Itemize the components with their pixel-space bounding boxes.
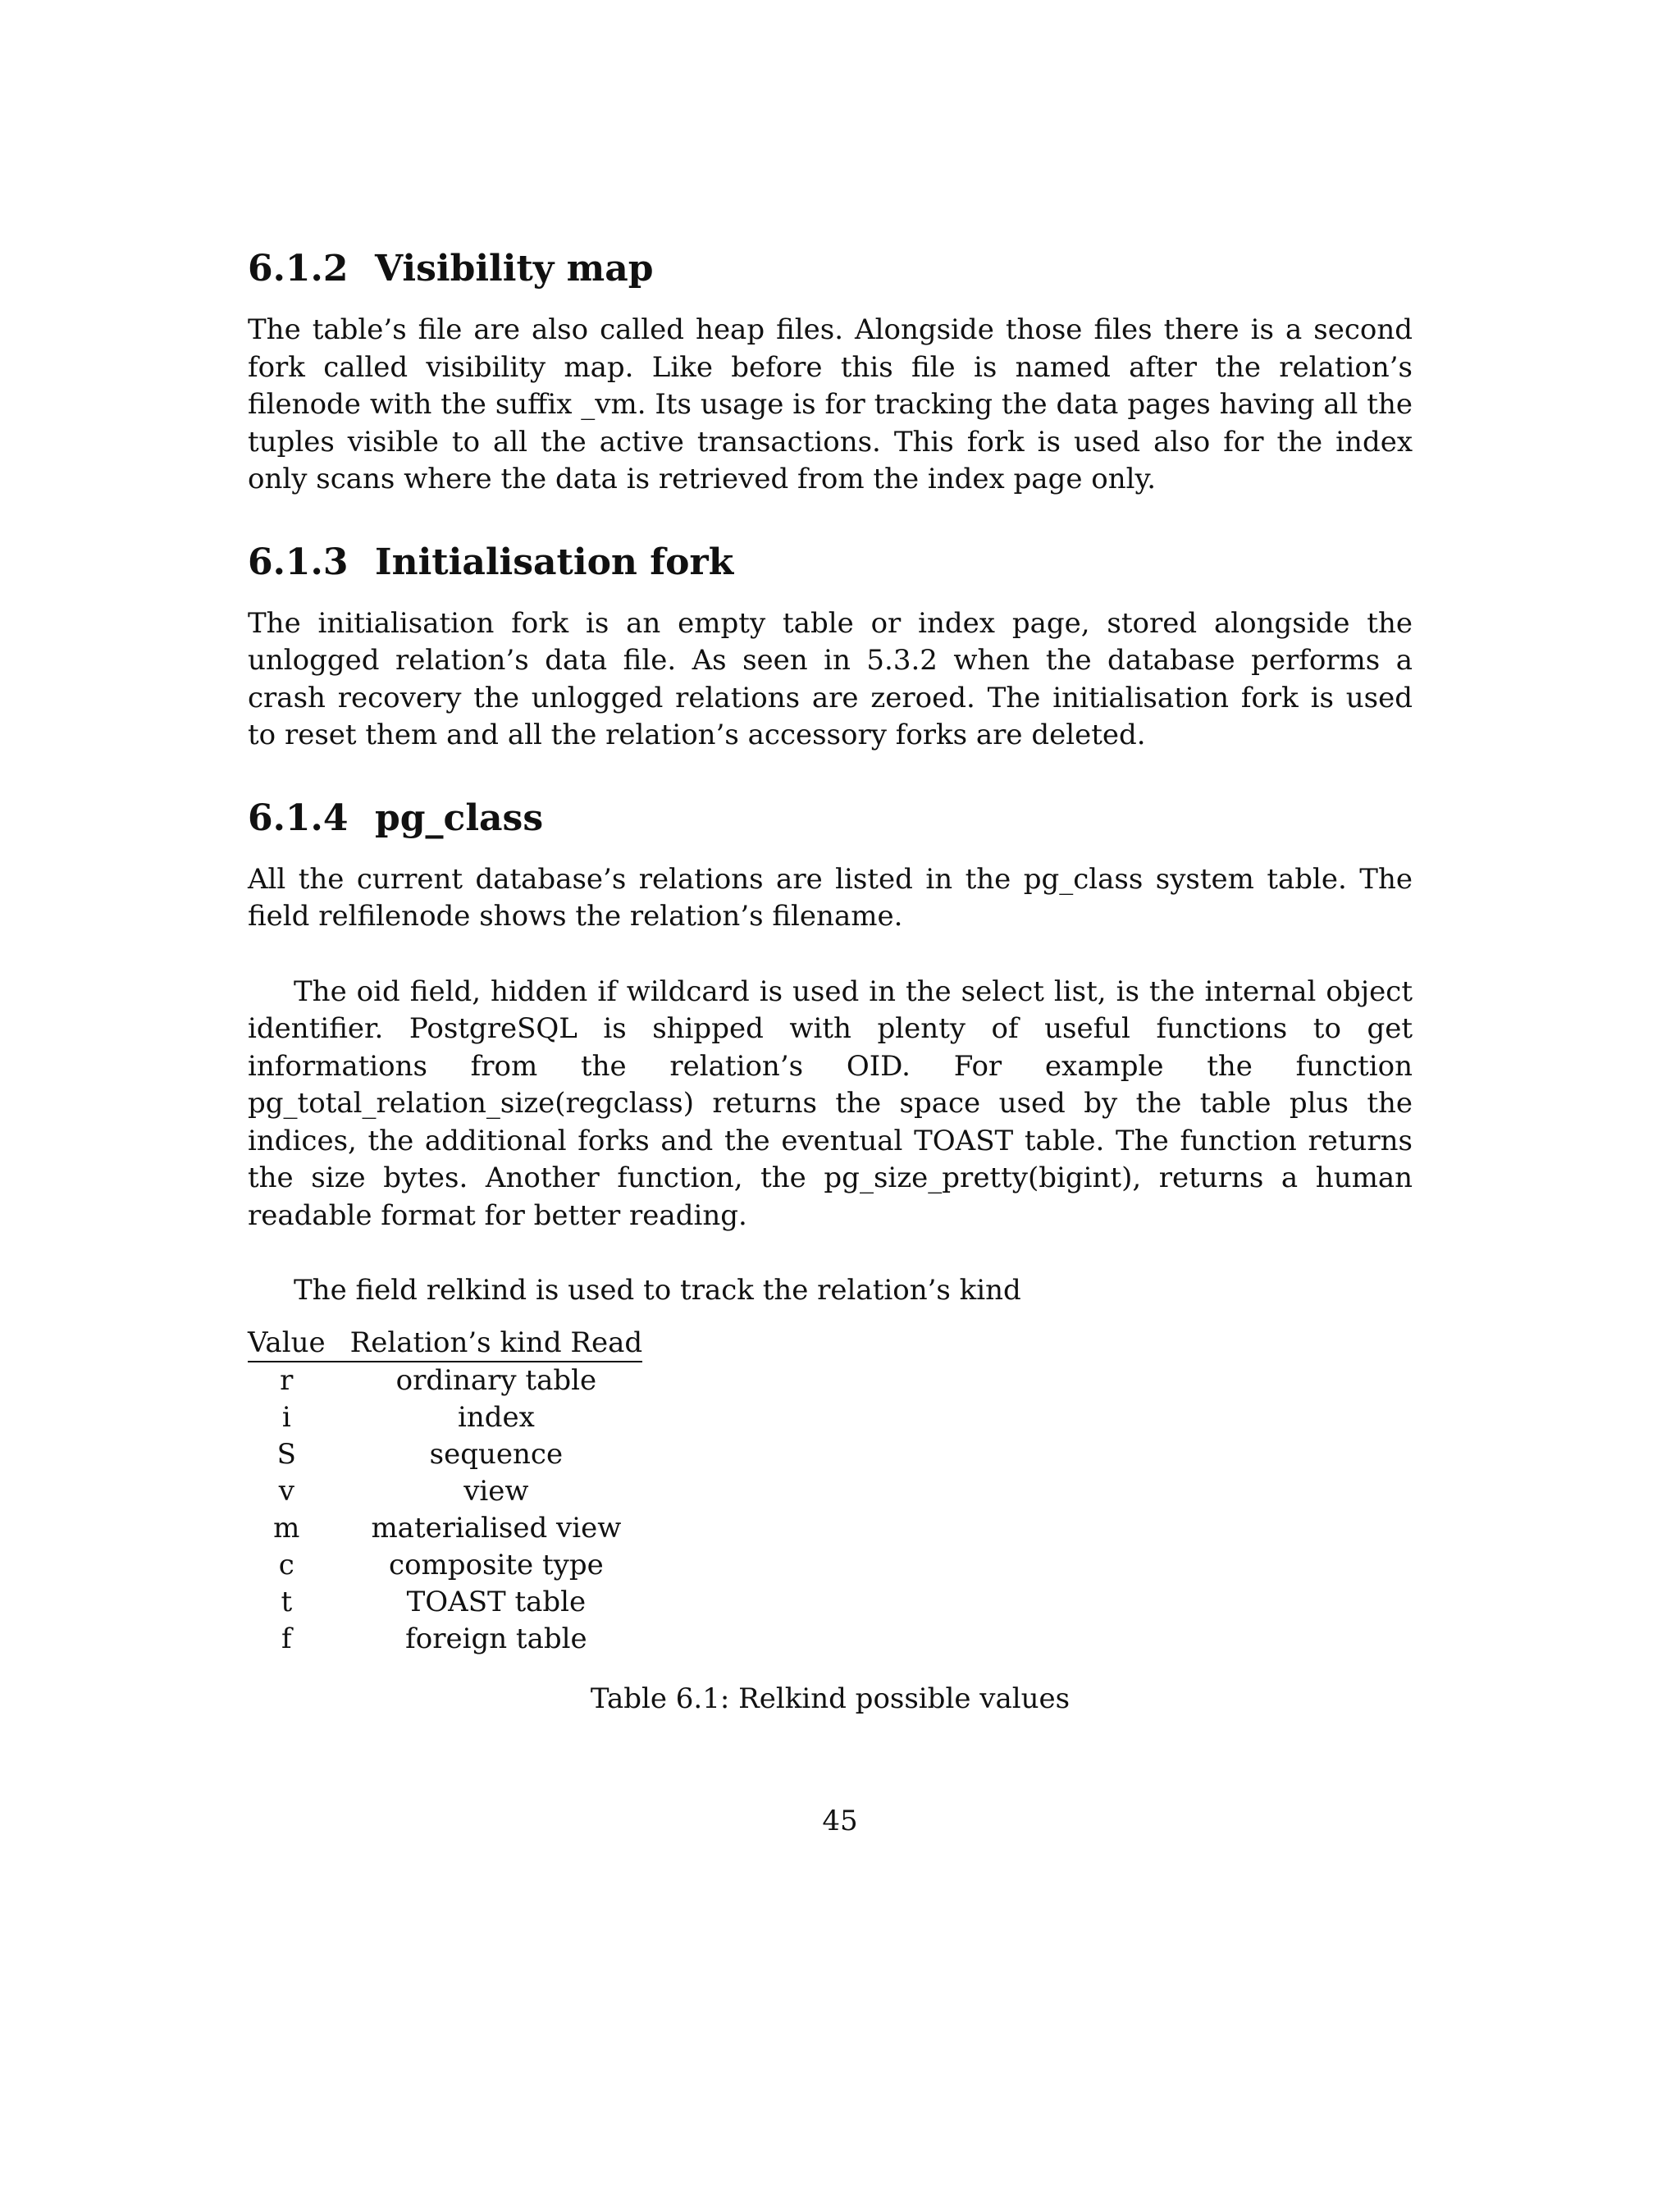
paragraph-initialisation-fork: The initialisation fork is an empty table or index page, stored alongside the unlogged relation’s data file. As seen in 5.3.2 when the database performs a crash recovery the unlogged relations are zeroed. The initialisation fork is used to reset them and all the relation’s accessory forks are deleted.: [248, 606, 1413, 751]
section-heading-visibility-map: [248, 246, 1413, 292]
section-heading-pg-class: [248, 796, 1413, 842]
table-row: [248, 1436, 642, 1473]
table-row: [248, 1399, 642, 1436]
table-caption: Table 6.1: Relkind possible values: [590, 1682, 1071, 1715]
table-cell-value: S: [276, 1437, 296, 1471]
section-title: Visibility map: [375, 248, 654, 290]
table-cell-kind: foreign table: [405, 1622, 587, 1655]
table-row: [248, 1621, 642, 1658]
relkind-table: [248, 1325, 642, 1658]
paragraph-relkind: The field relkind is used to track the relation’s kind: [294, 1274, 1021, 1307]
table-row: [248, 1584, 642, 1621]
table-header-value: Value: [248, 1325, 340, 1362]
section-heading-initialisation-fork: [248, 540, 1413, 586]
paragraph-oid-field: The oid field, hidden if wildcard is used in the select list, is the internal object identifier. PostgreSQL is shipped with plenty of useful functions to get informations from the relation’s OID. For example the function pg_total_relation_size(regclass) returns the space used by the table plus the indices, the additional forks and the eventual TOAST table. The function returns the size bytes. Another function, the pg_size_pretty(bigint), returns a human readable format for better reading.: [248, 974, 1413, 1232]
table-cell-kind: index: [457, 1400, 535, 1434]
paragraph-visibility-map: The table’s file are also called heap files. Alongside those files there is a second fork called visibility map. Like before this file is named after the relation’s filenode with the suffix _vm. Its usage is for tracking the data pages having all the tuples visible to all the active transactions. This fork is used also for the index only scans where the data is retrieved from the index page only.: [248, 313, 1413, 495]
table-row: [248, 1547, 642, 1584]
table-cell-kind: composite type: [389, 1548, 604, 1581]
table-row: [248, 1473, 642, 1510]
table-cell-kind: TOAST table: [406, 1585, 587, 1618]
paragraph-pg-class-intro: All the current database’s relations are listed in the pg_class system table. The field relfilenode shows the relation’s filename.: [248, 862, 1413, 933]
table-cell-kind: sequence: [429, 1437, 564, 1471]
section-title: Initialisation fork: [375, 541, 734, 583]
table-cell-value: v: [278, 1474, 294, 1508]
table-cell-value: m: [273, 1511, 300, 1545]
table-row: [248, 1510, 642, 1547]
page-number: 45: [822, 1805, 858, 1837]
section-number: 6.1.4: [248, 796, 349, 839]
table-cell-kind: ordinary table: [395, 1363, 597, 1397]
table-cell-value: c: [278, 1548, 294, 1581]
table-cell-value: r: [280, 1363, 294, 1397]
table-header-kind: Relation’s kind Read: [340, 1325, 643, 1362]
section-number: 6.1.3: [248, 541, 349, 583]
section-number: 6.1.2: [248, 248, 349, 290]
table-cell-kind: view: [463, 1474, 529, 1508]
table-header-row: [248, 1325, 642, 1362]
table-cell-value: t: [281, 1585, 293, 1618]
table-cell-value: f: [281, 1622, 292, 1655]
section-title: pg_class: [375, 796, 544, 839]
table-cell-kind: materialised view: [371, 1511, 622, 1545]
document-page: [248, 246, 1413, 1718]
table-row: [248, 1362, 642, 1399]
table-cell-value: i: [281, 1400, 291, 1434]
